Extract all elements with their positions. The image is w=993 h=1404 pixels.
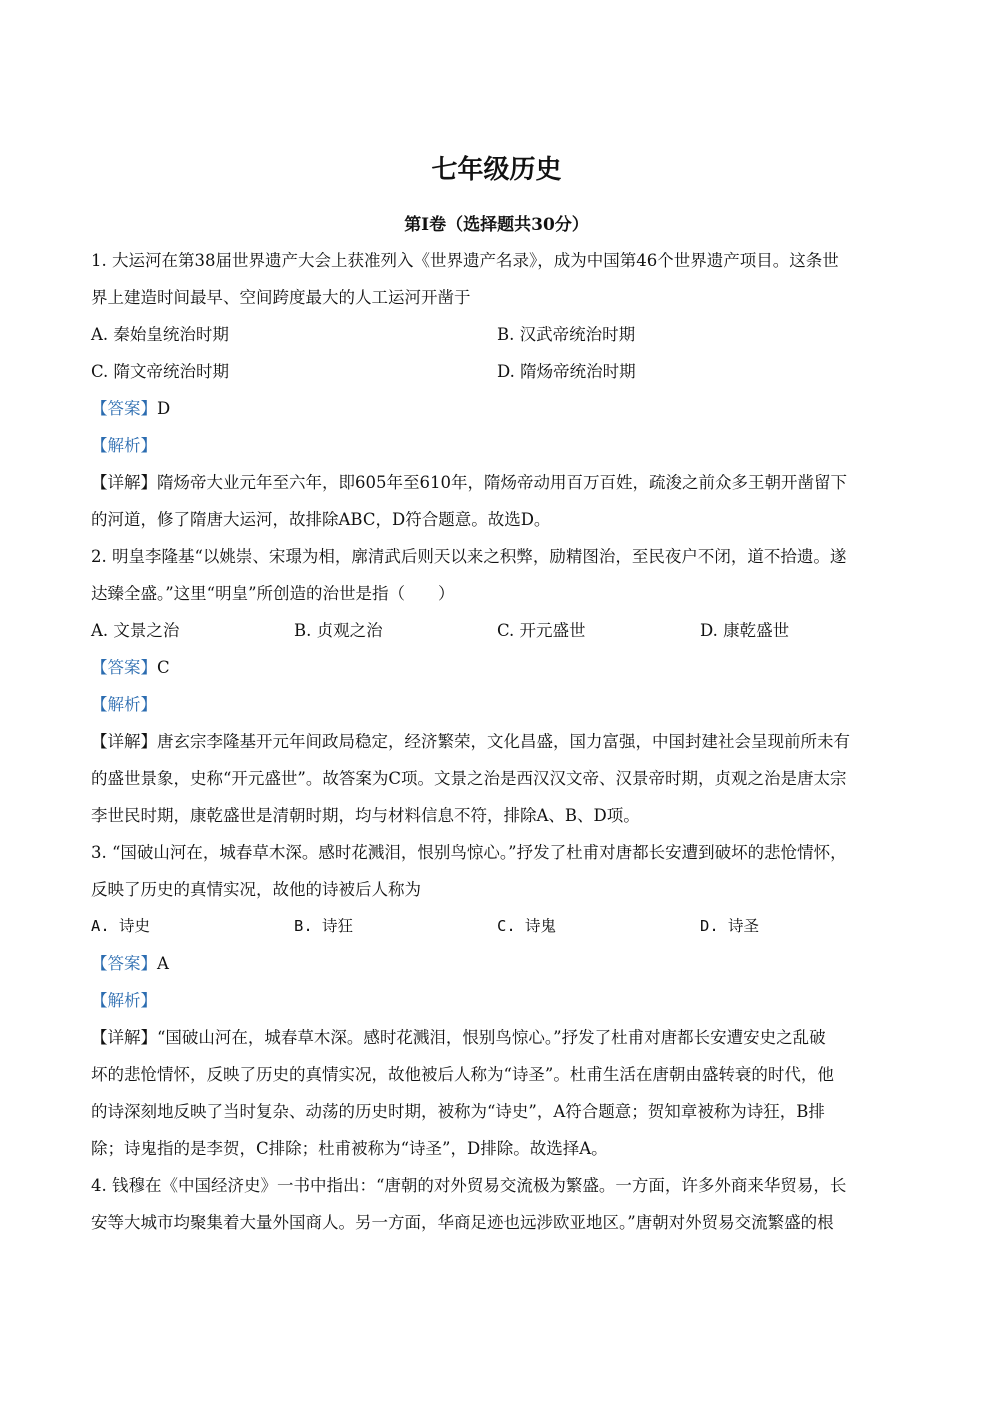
analysis-line: [91, 427, 905, 464]
question-3: [91, 834, 905, 1167]
answer-value: C: [157, 658, 170, 677]
exam-title: 七年级历史: [431, 155, 562, 185]
question-list: [91, 242, 905, 1241]
detail-line: 的河道，修了隋唐大运河，故排除ABC，D符合题意。故选D。: [91, 510, 551, 529]
answer-value: D: [157, 399, 171, 418]
analysis-line: [91, 686, 905, 723]
option-c: C. 开元盛世: [497, 621, 586, 640]
options-row: [91, 908, 905, 945]
detail-line: 的诗深刻地反映了当时复杂、动荡的历史时期，被称为“诗史”，A符合题意；贺知章被称为诗狂，B排: [91, 1102, 825, 1121]
option-b: B. 汉武帝统治时期: [497, 325, 636, 344]
option-d: D. 康乾盛世: [700, 621, 790, 640]
answer-value: A: [157, 954, 169, 973]
option-d: D. 诗圣: [700, 917, 759, 935]
answer-tag: 【答案】: [91, 658, 157, 677]
detail-line: [91, 1019, 905, 1056]
analysis-line: [91, 982, 905, 1019]
question-stem-line: 3. “国破山河在，城春草木深。感时花溅泪，恨别鸟惊心。”抒发了杜甫对唐都长安遭到破坏的悲怆情怀，: [91, 843, 847, 862]
detail-tag: 【详解】: [91, 732, 157, 751]
answer-tag: 【答案】: [91, 954, 157, 973]
detail-line: 坏的悲怆情怀，反映了历史的真情实况，故他被后人称为“诗圣”。杜甫生活在唐朝由盛转衰的时代，他: [91, 1065, 834, 1084]
option-a: A. 文景之治: [91, 621, 180, 640]
section-heading: 第Ⅰ卷（选择题共30分）: [404, 215, 589, 235]
options-row: [91, 316, 905, 353]
answer-line: [91, 649, 905, 686]
detail-line: 的盛世景象，史称“开元盛世”。故答案为C项。文景之治是西汉汉文帝、汉景帝时期，贞观之治是唐太宗: [91, 769, 847, 788]
detail-tag: 【详解】: [91, 1028, 157, 1047]
question-2: [91, 538, 905, 834]
question-1: [91, 242, 905, 538]
option-a: A. 秦始皇统治时期: [91, 325, 229, 344]
analysis-tag: 【解析】: [91, 695, 157, 714]
option-b: B. 诗狂: [294, 917, 353, 935]
question-stem-line: 1. 大运河在第38届世界遗产大会上获准列入《世界遗产名录》，成为中国第46个世界遗产项目。这条世: [91, 251, 839, 270]
detail-tag: 【详解】: [91, 473, 157, 492]
detail-line: 李世民时期，康乾盛世是清朝时期，均与材料信息不符，排除A、B、D项。: [91, 806, 640, 825]
question-stem-line: 达臻全盛。”这里“明皇”所创造的治世是指（ ）: [91, 584, 455, 603]
question-stem-line: 界上建造时间最早、空间跨度最大的人工运河开凿于: [91, 288, 471, 307]
option-d: D. 隋炀帝统治时期: [497, 362, 636, 381]
question-stem-line: 反映了历史的真情实况，故他的诗被后人称为: [91, 880, 421, 899]
detail-line: 除；诗鬼指的是李贺，C排除；杜甫被称为“诗圣”，D排除。故选择A。: [91, 1139, 608, 1158]
answer-line: [91, 390, 905, 427]
detail-line: [91, 464, 905, 501]
question-4: [91, 1167, 905, 1241]
question-stem-line: 4. 钱穆在《中国经济史》一书中指出：“唐朝的对外贸易交流极为繁盛。一方面，许多外商来华贸易，长: [91, 1176, 847, 1195]
detail-text: 隋炀帝大业元年至六年，即605年至610年，隋炀帝动用百万百姓，疏浚之前众多王朝开凿留下: [157, 473, 847, 492]
answer-tag: 【答案】: [91, 399, 157, 418]
question-stem-line: 安等大城市均聚集着大量外国商人。另一方面，华商足迹也远涉欧亚地区。”唐朝对外贸易交流繁盛的根: [91, 1213, 834, 1232]
answer-line: [91, 945, 905, 982]
question-stem-line: 2. 明皇李隆基“以姚崇、宋璟为相，廓清武后则天以来之积弊，励精图治，至民夜户不闭，道不拾遗。遂: [91, 547, 847, 566]
option-c: C. 诗鬼: [497, 917, 556, 935]
detail-text: “国破山河在，城春草木深。感时花溅泪，恨别鸟惊心。”抒发了杜甫对唐都长安遭安史之乱破: [157, 1028, 826, 1047]
option-c: C. 隋文帝统治时期: [91, 362, 230, 381]
detail-text: 唐玄宗李隆基开元年间政局稳定，经济繁荣，文化昌盛，国力富强，中国封建社会呈现前所未有: [157, 732, 850, 751]
analysis-tag: 【解析】: [91, 991, 157, 1010]
detail-line: [91, 723, 905, 760]
options-row: [91, 353, 905, 390]
options-row: [91, 612, 905, 649]
analysis-tag: 【解析】: [91, 436, 157, 455]
option-b: B. 贞观之治: [294, 621, 383, 640]
option-a: A. 诗史: [91, 917, 150, 935]
